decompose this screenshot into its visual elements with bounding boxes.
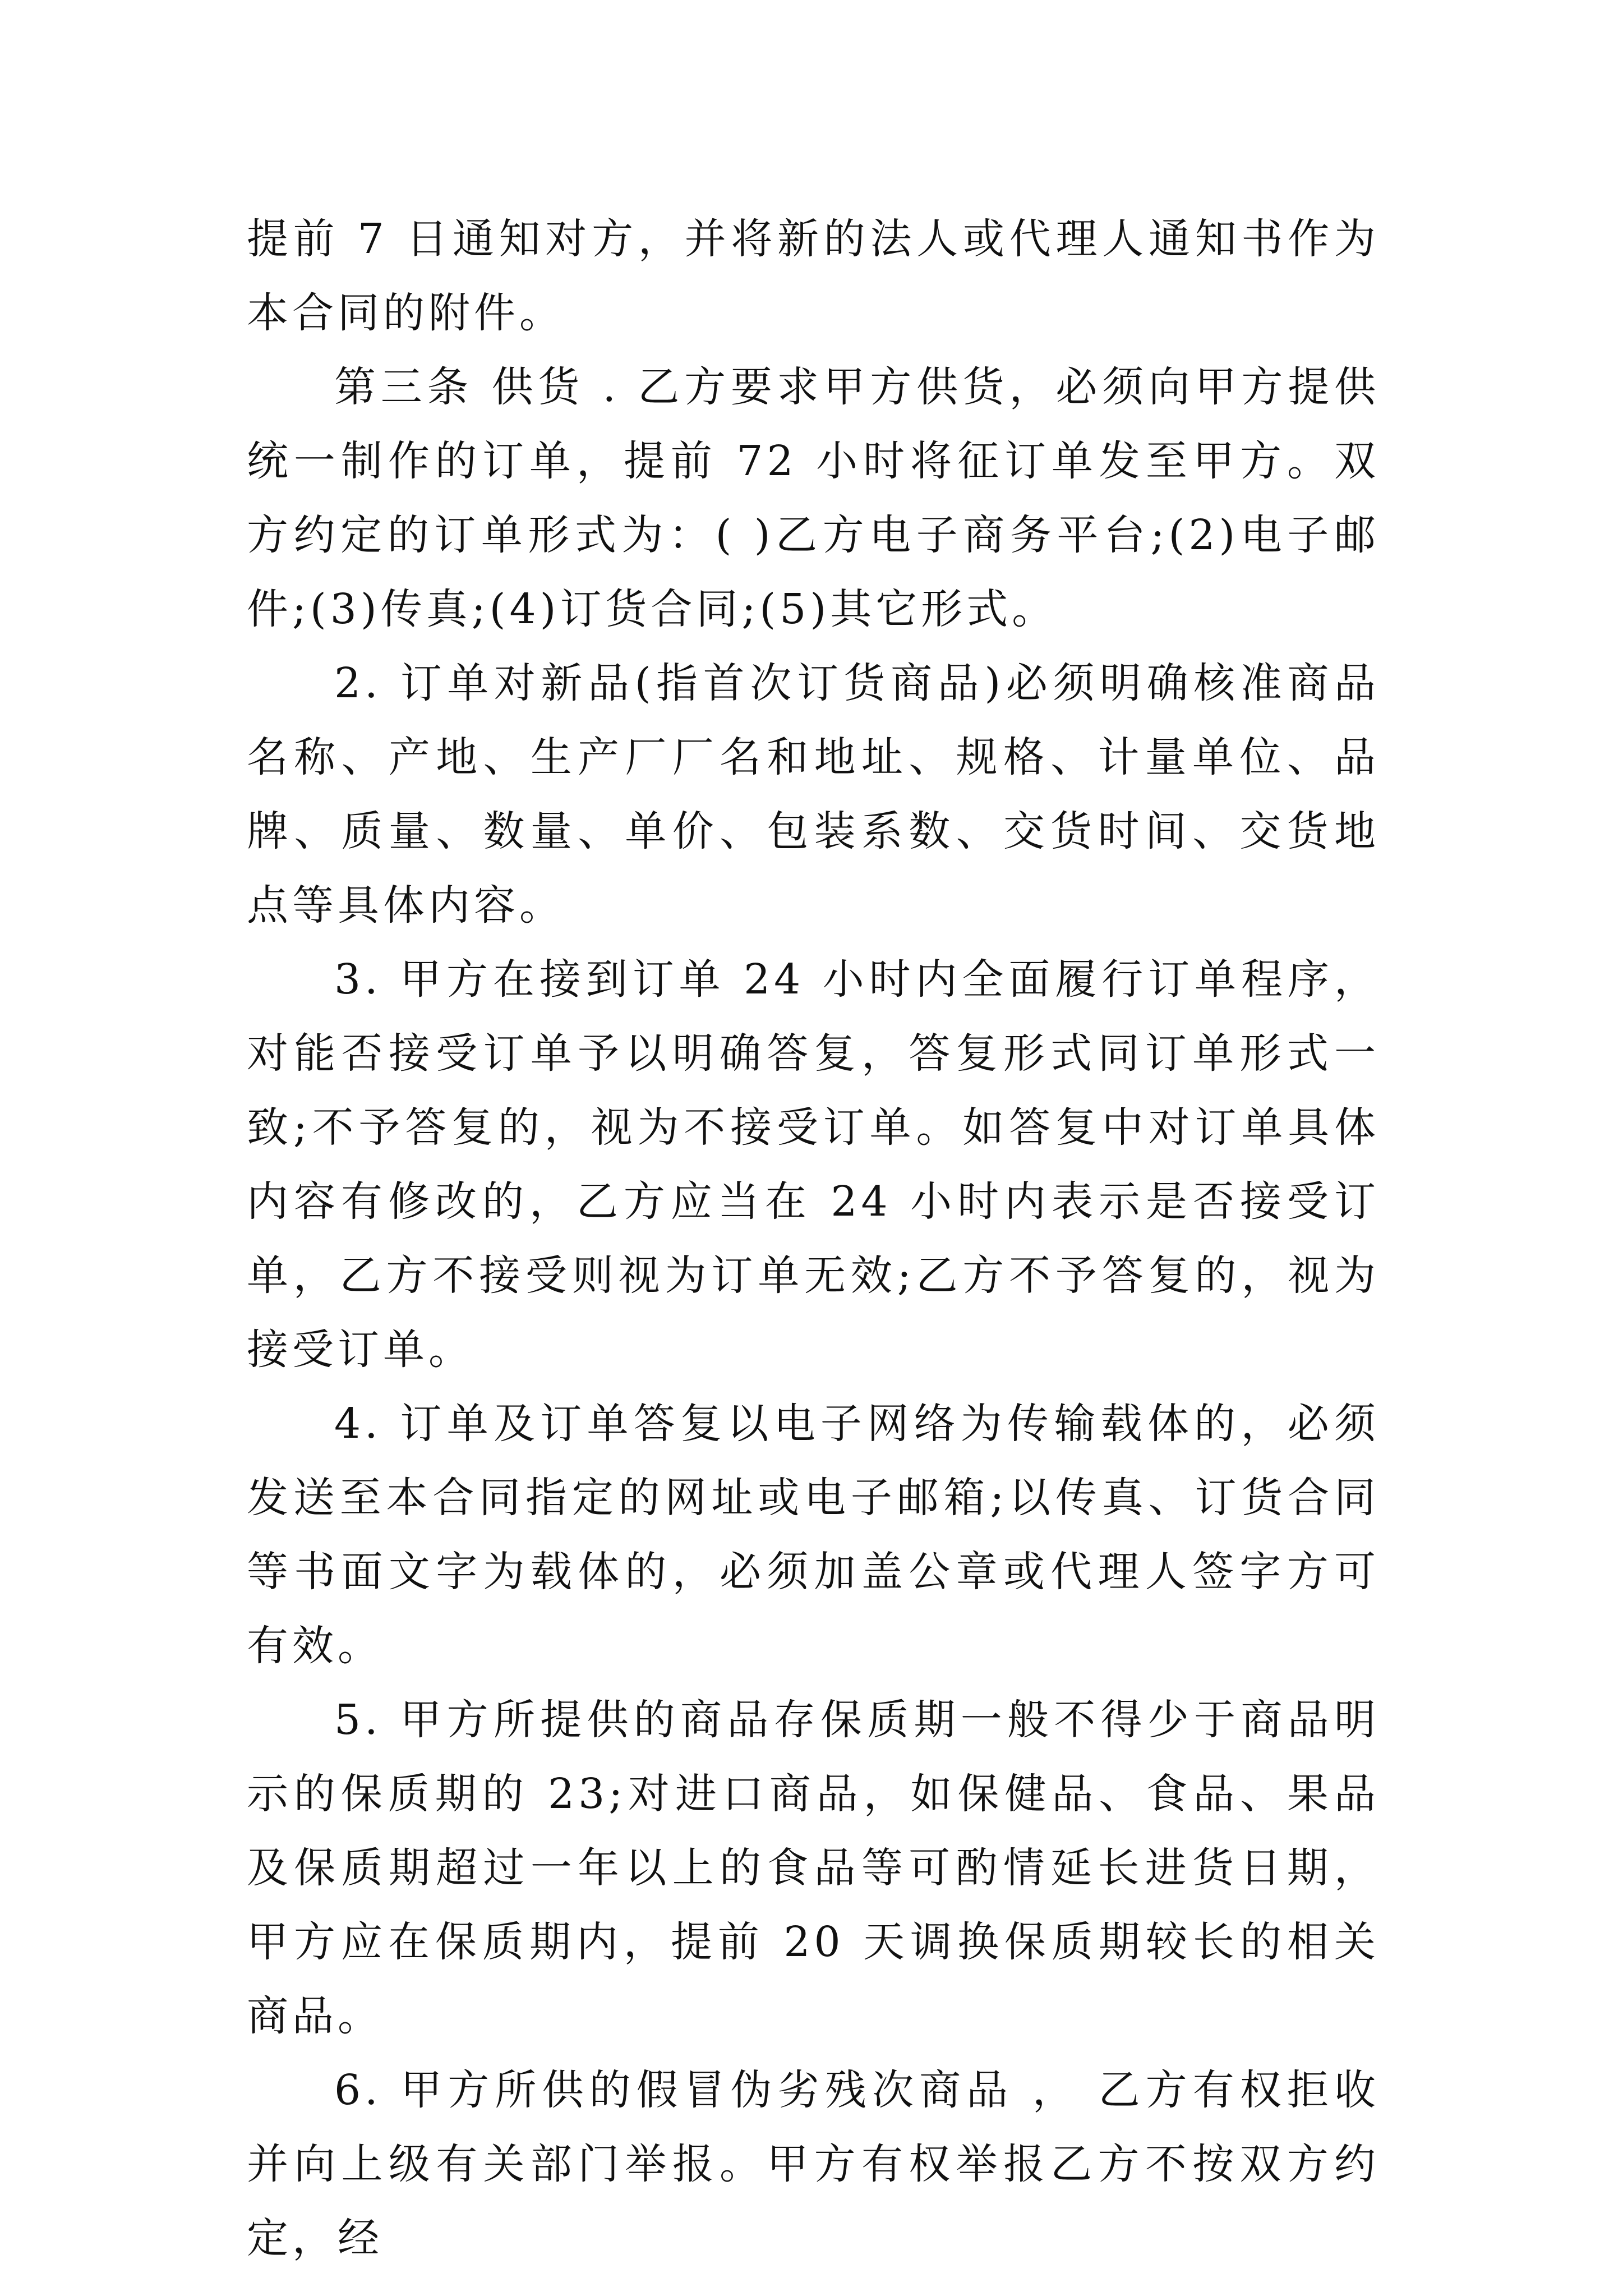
paragraph-clause-6: 6. 甲方所供的假冒伪劣残次商品 ， 乙方有权拒收并向上级有关部门举报。甲方有权举报乙方不按双方约定，经 <box>247 2066 1380 2262</box>
paragraph-continuation: 提前 7 日通知对方，并将新的法人或代理人通知书作为本合同的附件。 <box>247 215 1380 337</box>
paragraph-article-3: 第三条 供货 . 乙方要求甲方供货，必须向甲方提供统一制作的订单，提前 72 小时将征订单发至甲方。双方约定的订单形式为：( )乙方电子商务平台;(2)电子邮件;(3)传真;(4)订货合同;(5)其它形式。 <box>247 363 1380 633</box>
document-body <box>247 202 1380 2275</box>
paragraph-clause-2: 2. 订单对新品(指首次订货商品)必须明确核准商品名称、产地、生产厂厂名和地址、规格、计量单位、品牌、质量、数量、单价、包装系数、交货时间、交货地点等具体内容。 <box>247 659 1380 930</box>
paragraph-clause-3: 3. 甲方在接到订单 24 小时内全面履行订单程序，对能否接受订单予以明确答复，答复形式同订单形式一致;不予答复的，视为不接受订单。如答复中对订单具体内容有修改的，乙方应当在 24 小时内表示是否接受订单，乙方不接受则视为订单无效;乙方不予答复的，视为接受订单。 <box>247 955 1380 1374</box>
paragraph-clause-4: 4. 订单及订单答复以电子网络为传输载体的，必须发送至本合同指定的网址或电子邮箱;以传真、订货合同等书面文字为载体的，必须加盖公章或代理人签字方可有效。 <box>247 1400 1380 1670</box>
paragraph-clause-5: 5. 甲方所提供的商品存保质期一般不得少于商品明示的保质期的 23;对进口商品，如保健品、食品、果品及保质期超过一年以上的食品等可酌情延长进货日期，甲方应在保质期内，提前 20 天调换保质期较长的相关商品。 <box>247 1696 1380 2040</box>
